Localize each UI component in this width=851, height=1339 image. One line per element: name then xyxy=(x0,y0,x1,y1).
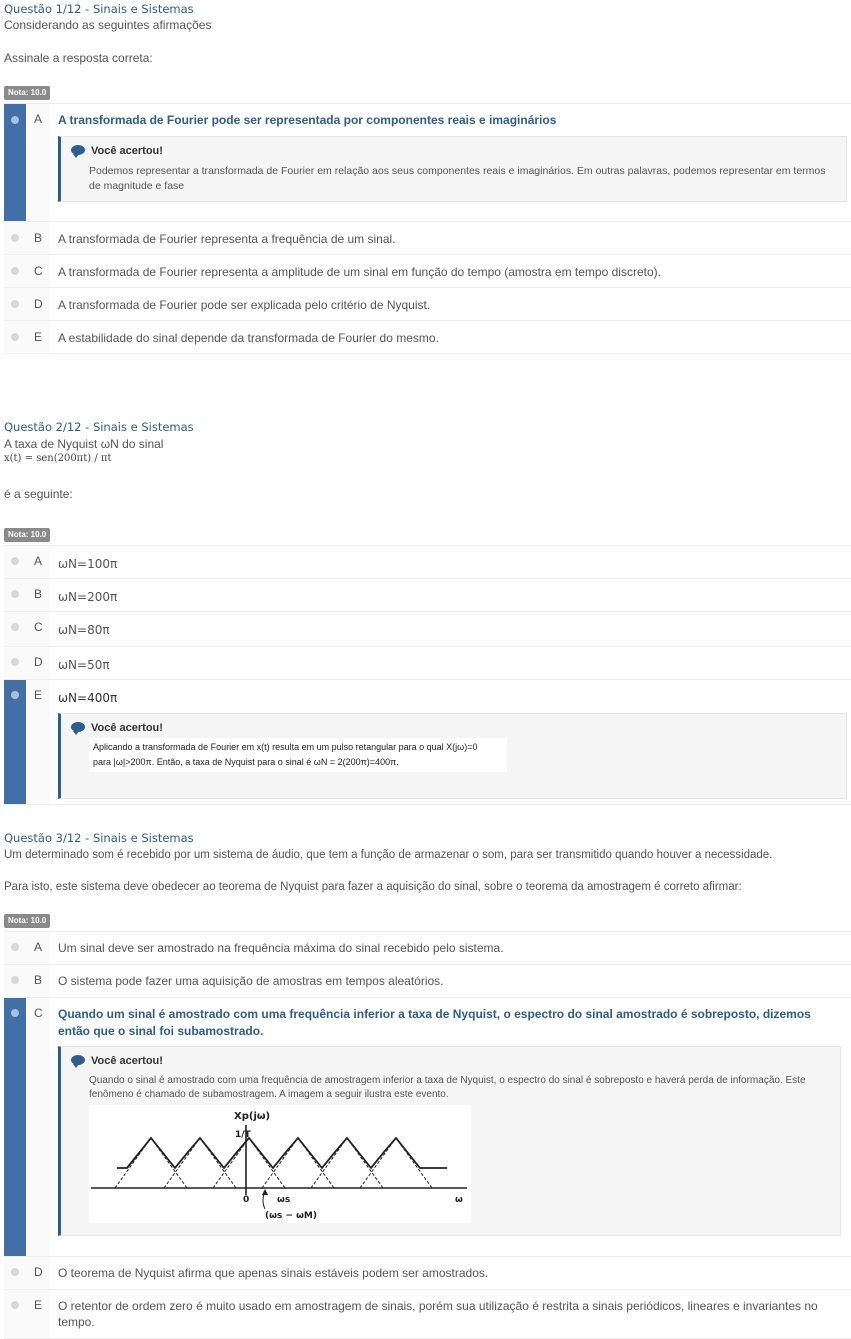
option-text: A transformada de Fourier pode ser explicada pelo critério de Nyquist. xyxy=(58,298,431,312)
feedback-text-box xyxy=(89,738,507,772)
answer-options-q1 xyxy=(4,103,851,354)
option-letter: A xyxy=(34,554,43,568)
radio-icon[interactable] xyxy=(11,557,19,565)
option-text: ωN=100π xyxy=(58,557,118,571)
feedback-line: para |ω|>200π. Então, a taxa de Nyquist para o sinal é ωN = 2(200π)=400π. xyxy=(93,757,399,767)
option-text: Um sinal deve ser amostrado na frequência máxima do sinal recebido pelo sistema. xyxy=(58,941,504,955)
radio-icon[interactable] xyxy=(11,1009,19,1017)
question-statement: A taxa de Nyquist ωN do sinal xyxy=(4,437,164,451)
y-axis-label: Xp(jω) xyxy=(234,1111,271,1122)
option-text: A estabilidade do sinal depende da transformada de Fourier do mesmo. xyxy=(58,331,439,345)
radio-icon[interactable] xyxy=(11,234,19,242)
option-b[interactable] xyxy=(4,964,851,997)
feedback-box xyxy=(58,713,847,799)
radio-icon[interactable] xyxy=(11,267,19,275)
answer-options-q2 xyxy=(4,545,851,805)
question-instruction: Assinale a resposta correta: xyxy=(4,51,153,65)
option-a[interactable] xyxy=(4,931,851,964)
option-d[interactable] xyxy=(4,287,851,320)
option-letter: C xyxy=(34,264,43,278)
feedback-line: Aplicando a transformada de Fourier em x(t) resulta em um pulso retangular para o qual X(jω)=0 xyxy=(93,742,478,752)
x-axis-label: ω xyxy=(455,1195,463,1205)
option-letter: D xyxy=(34,297,43,311)
spectrum-diagram xyxy=(89,1105,471,1223)
question-statement: Um determinado som é recebido por um sistema de áudio, que tem a função de armazenar o som, para ser transmitido quando houver a necessidade. xyxy=(4,849,773,861)
radio-icon[interactable] xyxy=(11,943,19,951)
question-2 xyxy=(4,420,851,502)
amplitude-label: 1/T xyxy=(235,1130,251,1140)
option-text: ωN=400π xyxy=(58,691,118,705)
option-text: A transformada de Fourier representa a frequência de um sinal. xyxy=(58,232,396,246)
question-instruction: é a seguinte: xyxy=(4,487,73,501)
option-letter: A xyxy=(34,112,43,126)
option-text: O sistema pode fazer uma aquisição de amostras em tempos aleatórios. xyxy=(58,974,444,988)
option-text: O teorema de Nyquist afirma que apenas sinais estáveis podem ser amostrados. xyxy=(58,1266,489,1280)
radio-icon[interactable] xyxy=(11,623,19,631)
option-e[interactable] xyxy=(4,679,851,805)
grade-badge: Nota: 10.0 xyxy=(4,84,50,100)
ws-minus-wm-label: (ωs − ωM) xyxy=(265,1211,317,1221)
option-text: Quando um sinal é amostrado com uma frequência inferior a taxa de Nyquist, o espectro do sinal amostrado é sobreposto, dizemos então que o sinal foi subamostrado. xyxy=(58,1007,811,1038)
formula: x(t) = sen(200πt) / πt xyxy=(4,453,112,464)
feedback-text: Quando o sinal é amostrado com uma frequência de amostragem inferior a taxa de Nyquist, o espectro do sinal é sobreposto e haverá perda de informação. Este fenômeno é chamado de subamostragem. A imagem a seguir ilustra este evento. xyxy=(89,1075,806,1100)
option-text: ωN=200π xyxy=(58,590,118,604)
option-letter: C xyxy=(34,620,43,634)
option-a[interactable] xyxy=(4,545,851,578)
option-letter: D xyxy=(34,1265,43,1279)
radio-icon[interactable] xyxy=(11,333,19,341)
feedback-text: Podemos representar a transformada de Fourier em relação aos seus componentes reais e imaginários. Em outras palavras, podemos representar em termos de magnitude e fase xyxy=(89,165,826,192)
answer-options-q3 xyxy=(4,931,851,1339)
radio-icon[interactable] xyxy=(11,116,19,124)
option-letter: B xyxy=(34,587,43,601)
radio-icon[interactable] xyxy=(11,691,19,699)
question-instruction: Para isto, este sistema deve obedecer ao teorema de Nyquist para fazer a aquisição do sinal, sobre o teorema da amostragem é correto afirmar: xyxy=(4,881,742,893)
speech-bubble-icon xyxy=(71,722,85,732)
grade-badge: Nota: 10.0 xyxy=(4,912,50,928)
option-c[interactable] xyxy=(4,254,851,287)
option-letter: B xyxy=(34,231,43,245)
radio-icon[interactable] xyxy=(11,658,19,666)
option-letter: E xyxy=(34,1298,43,1312)
option-b[interactable] xyxy=(4,221,851,254)
option-b[interactable] xyxy=(4,578,851,611)
feedback-heading: Você acertou! xyxy=(91,722,163,734)
feedback-box xyxy=(58,1046,841,1236)
option-d[interactable] xyxy=(4,646,851,679)
feedback-heading: Você acertou! xyxy=(91,1055,163,1067)
aliasing-spectrum-figure xyxy=(89,1105,471,1223)
option-e[interactable] xyxy=(4,320,851,354)
question-3 xyxy=(4,831,851,895)
radio-icon[interactable] xyxy=(11,1268,19,1276)
option-letter: E xyxy=(34,688,43,702)
option-d[interactable] xyxy=(4,1256,851,1289)
option-e[interactable] xyxy=(4,1289,851,1339)
option-letter: E xyxy=(34,330,43,344)
option-letter: A xyxy=(34,940,43,954)
feedback-box xyxy=(58,136,847,202)
question-title: Questão 3/12 - Sinais e Sistemas xyxy=(4,831,194,845)
option-c[interactable] xyxy=(4,611,851,646)
option-letter: B xyxy=(34,973,43,987)
origin-label: 0 xyxy=(243,1195,250,1205)
option-text: ωN=80π xyxy=(58,623,110,637)
radio-icon[interactable] xyxy=(11,590,19,598)
question-title: Questão 2/12 - Sinais e Sistemas xyxy=(4,420,194,434)
speech-bubble-icon xyxy=(71,1055,85,1065)
grade-badge: Nota: 10.0 xyxy=(4,526,50,542)
question-1 xyxy=(4,2,851,66)
question-title: Questão 1/12 - Sinais e Sistemas xyxy=(4,2,194,16)
ws-label: ωs xyxy=(277,1195,291,1205)
option-text: O retentor de ordem zero é muito usado em amostragem de sinais, porém sua utilização é restrita a sinais periódicos, lineares e invariantes no tempo. xyxy=(58,1299,818,1329)
question-statement: Considerando as seguintes afirmações xyxy=(4,18,212,32)
option-c[interactable] xyxy=(4,997,851,1256)
option-a[interactable] xyxy=(4,103,851,221)
option-text: A transformada de Fourier representa a amplitude de um sinal em função do tempo (amostra em tempo discreto). xyxy=(58,265,661,279)
speech-bubble-icon xyxy=(71,145,85,155)
option-text: ωN=50π xyxy=(58,658,110,672)
radio-icon[interactable] xyxy=(11,300,19,308)
option-letter: C xyxy=(34,1006,43,1020)
radio-icon[interactable] xyxy=(11,976,19,984)
feedback-heading: Você acertou! xyxy=(91,145,163,157)
radio-icon[interactable] xyxy=(11,1301,19,1309)
option-letter: D xyxy=(34,655,43,669)
option-text: A transformada de Fourier pode ser representada por componentes reais e imaginários xyxy=(58,113,557,127)
